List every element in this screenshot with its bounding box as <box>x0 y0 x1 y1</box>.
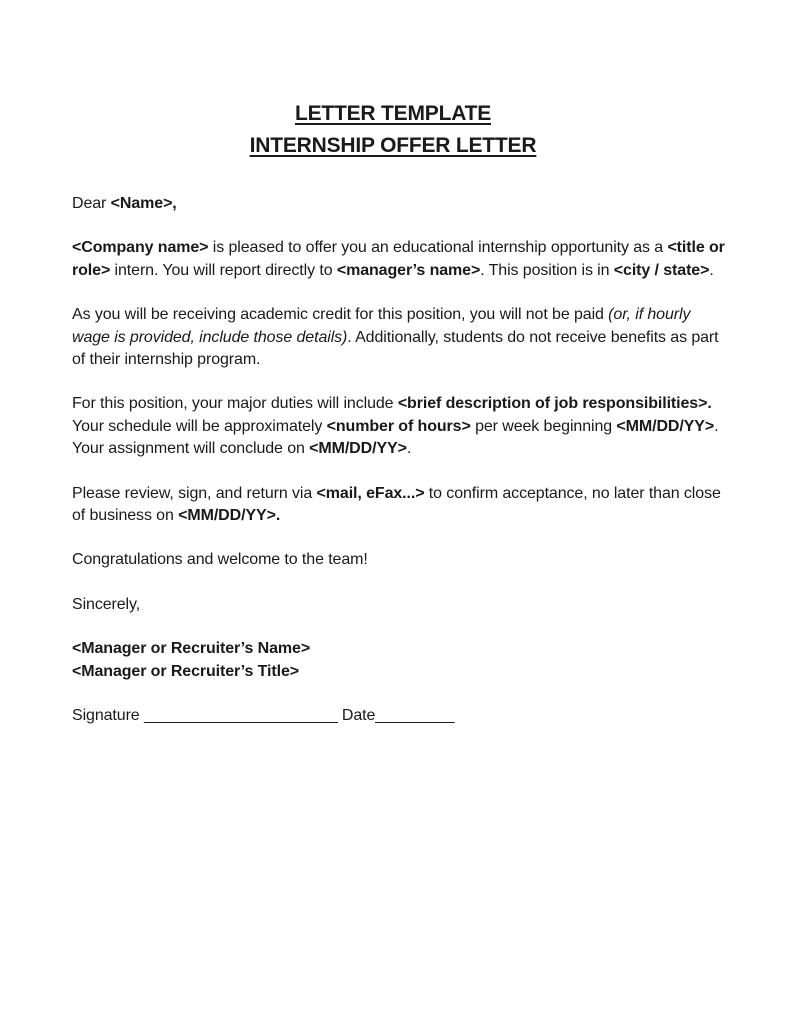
signer-title-placeholder: <Manager or Recruiter’s Title> <box>72 662 300 680</box>
duties-placeholder: <brief description of job responsibilities>. <box>397 395 712 413</box>
signature-date-line <box>72 705 728 727</box>
paragraph-duties <box>72 393 728 460</box>
document-title <box>0 98 786 162</box>
manager-name-placeholder: <manager’s name> <box>336 261 481 279</box>
paragraph-text: As you will be receiving academic credit for this position, you will not be paid <box>72 306 609 324</box>
paragraph-return <box>72 483 728 528</box>
paragraph-text: . This position is in <box>480 261 614 279</box>
greeting-prefix: Dear <box>72 195 111 212</box>
signer-block <box>72 638 728 683</box>
city-state-placeholder: <city / state> <box>613 261 710 279</box>
recipient-name-placeholder: <Name>, <box>110 195 177 212</box>
hours-placeholder: <number of hours> <box>326 417 471 435</box>
start-date-placeholder: <MM/DD/YY> <box>616 417 715 435</box>
signature-label: Signature <box>72 707 144 725</box>
paragraph-text: . <box>406 440 412 458</box>
title-line-1: LETTER TEMPLATE <box>294 102 492 125</box>
date-blank: _________ <box>375 707 455 725</box>
paragraph-text: Please review, sign, and return via <box>72 484 317 502</box>
paragraph-text: per week beginning <box>470 417 617 435</box>
signature-blank: ______________________ <box>143 707 338 725</box>
paragraph-text: . <box>709 261 714 279</box>
date-label: Date <box>337 707 376 725</box>
paragraph-text: intern. You will report directly to <box>110 261 337 279</box>
paragraph-compensation <box>72 304 728 371</box>
closing: Sincerely, <box>72 595 141 613</box>
paragraph-text: to confirm acceptance, no later than close of business on <box>72 484 721 525</box>
paragraph-text: . Additionally, students do not receive benefits as part of their internship program. <box>72 328 719 369</box>
paragraph-text: For this position, your major duties will include <box>72 395 398 413</box>
greeting <box>72 193 728 215</box>
paragraph-text: is pleased to offer you an educational internship opportunity as a <box>208 239 668 257</box>
letter-body <box>72 193 728 728</box>
wage-note: (or, if hourly wage is provided, include those details) <box>72 306 691 346</box>
paragraph-offer <box>72 237 728 282</box>
company-name-placeholder: <Company name> <box>72 239 209 257</box>
paragraph-congratulations: Congratulations and welcome to the team! <box>72 551 368 569</box>
signer-name-placeholder: <Manager or Recruiter’s Name> <box>72 640 311 658</box>
deadline-placeholder: <MM/DD/YY>. <box>178 507 281 525</box>
return-method-placeholder: <mail, eFax...> <box>316 484 425 502</box>
paragraph-text: Your schedule will be approximately <box>72 417 327 435</box>
role-placeholder: <title or role> <box>72 239 725 279</box>
end-date-placeholder: <MM/DD/YY> <box>309 440 407 458</box>
paragraph-text: . Your assignment will conclude on <box>72 417 719 458</box>
title-line-2: INTERNSHIP OFFER LETTER <box>249 134 537 157</box>
